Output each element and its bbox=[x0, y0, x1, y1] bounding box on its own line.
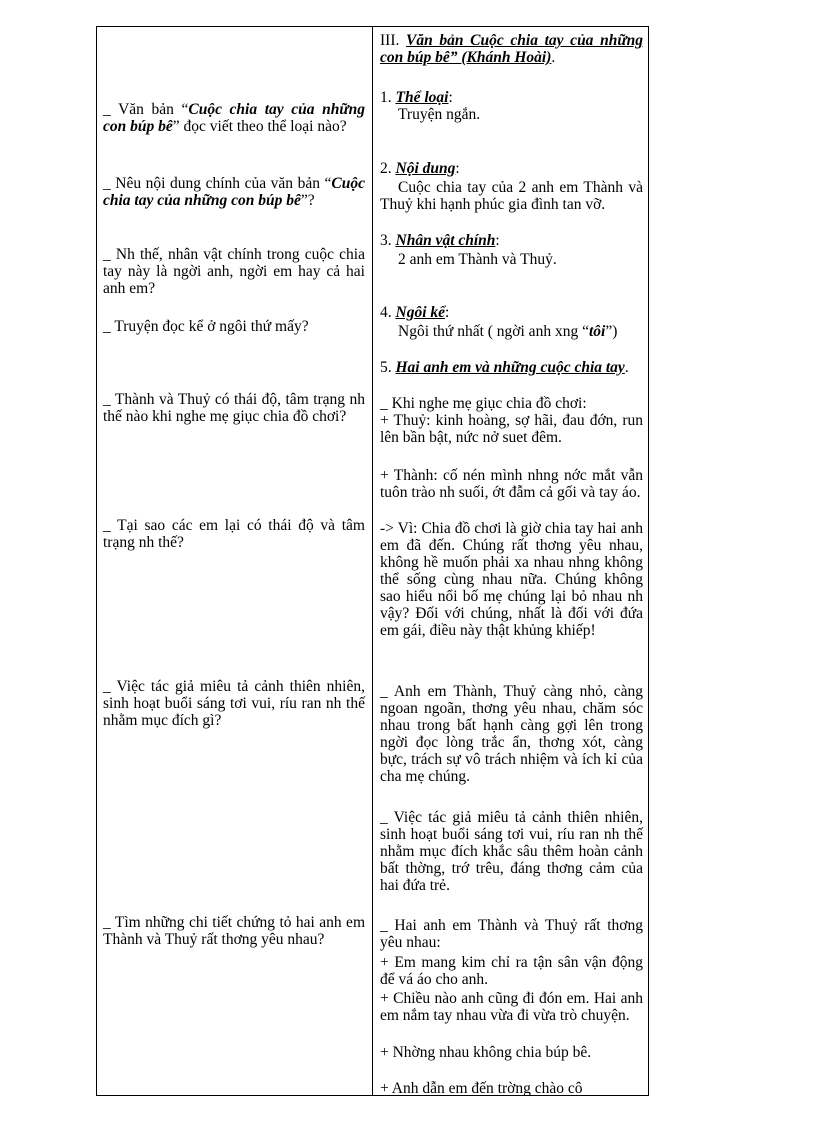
character-heading bbox=[380, 232, 643, 249]
narration-title: Ngôi kể bbox=[395, 304, 446, 321]
question-purpose: _ Việc tác giả miêu tả cảnh thiên nhiên, sinh hoạt buổi sáng tơi vui, ríu ran nh thế nhằm mục đích gì? bbox=[103, 678, 365, 729]
answer-detail-1: + Em mang kim chỉ ra tận sân vận động để vá áo cho anh. bbox=[380, 954, 643, 988]
siblings-end: . bbox=[624, 359, 629, 376]
genre-answer: Truyện ngắn. bbox=[398, 106, 481, 123]
narration-answer-word: tôi bbox=[588, 323, 606, 340]
answer-thuy: + Thuỷ: kinh hoàng, sợ hãi, đau đớn, run lên bần bật, nức nở suet đêm. bbox=[380, 412, 643, 446]
question-genre-title: Cuộc chia tay của những con búp bê bbox=[103, 101, 365, 135]
character-answer: 2 anh em Thành và Thuỷ. bbox=[398, 251, 557, 268]
character-colon: : bbox=[495, 232, 500, 249]
content-number: 2. bbox=[380, 160, 396, 177]
content-heading bbox=[380, 160, 643, 177]
character-title: Nhân vật chính bbox=[395, 232, 496, 249]
question-main-character: _ Nh thế, nhân vật chính trong cuộc chia tay này là ngời anh, ngời em hay cả hai anh em? bbox=[103, 246, 365, 297]
siblings-title: Hai anh em và những cuộc chia tay bbox=[395, 359, 625, 376]
question-details: _ Tìm những chi tiết chứng tỏ hai anh em Thành và Thuỷ rất thơng yêu nhau? bbox=[103, 914, 365, 948]
answer-thanh: + Thành: cố nén mình nhng nớc mắt vẫn tuôn trào nh suối, ớt đẫm cả gối và tay áo. bbox=[380, 467, 643, 501]
answer-detail-2: + Chiều nào anh cũng đi đón em. Hai anh em nắm tay nhau vừa đi vừa trò chuyện. bbox=[380, 990, 643, 1024]
question-genre-post: ” đọc viết theo thể loại nào? bbox=[172, 118, 347, 135]
narration-answer-post: ”) bbox=[605, 323, 618, 340]
question-attitude: _ Thành và Thuỷ có thái độ, tâm trạng nh thế nào khi nghe mẹ giục chia đồ chơi? bbox=[103, 391, 365, 425]
genre-title: Thể loại bbox=[395, 89, 449, 106]
genre-heading bbox=[380, 89, 643, 106]
question-narration: _ Truyện đọc kể ở ngôi thứ mấy? bbox=[103, 318, 309, 335]
question-content-title: Cuộc chia tay của những con búp bê bbox=[103, 175, 365, 209]
section-heading bbox=[380, 32, 643, 66]
narration-number: 4. bbox=[380, 304, 396, 321]
question-content-post: ”? bbox=[300, 192, 315, 209]
question-reason: _ Tại sao các em lại có thái độ và tâm trạng nh thế? bbox=[103, 517, 365, 551]
answer-line-1: _ Khi nghe mẹ giục chia đồ chơi: bbox=[380, 395, 587, 412]
answer-empathy: _ Anh em Thành, Thuỷ càng nhỏ, càng ngoan ngoãn, thơng yêu nhau, chăm sóc nhau trong bất hạnh càng gợi lên trong ngời đọc lòng trắc ẩn, thơng xót, càng bực, trách sự vô trách nhiệm và ích kỉ của cha mẹ chúng. bbox=[380, 683, 643, 785]
narration-answer-pre: Ngôi thứ nhất ( ngời anh xng “ bbox=[398, 323, 589, 340]
narration-colon: : bbox=[445, 304, 450, 321]
column-divider bbox=[372, 26, 373, 1096]
section-heading-end: . bbox=[551, 49, 556, 66]
siblings-heading bbox=[380, 359, 643, 376]
genre-colon: : bbox=[448, 89, 453, 106]
question-genre bbox=[103, 101, 365, 135]
question-content bbox=[103, 175, 365, 209]
character-number: 3. bbox=[380, 232, 396, 249]
content-title: Nội dung bbox=[395, 160, 456, 177]
content-colon: : bbox=[455, 160, 460, 177]
answer-love-intro: _ Hai anh em Thành và Thuỷ rất thơng yêu nhau: bbox=[380, 917, 643, 951]
answer-reason: -> Vì: Chia đồ chơi là giờ chia tay hai anh em đã đến. Chúng rất thơng yêu nhau, không hề muốn phải xa nhau nhng không thể sống cùng nhau nữa. Chúng không sao hiểu nổi bố mẹ chúng lại bỏ nhau nh vậy? Đối với chúng, nhất là đối với đứa em gái, điều này thật khủng khiếp! bbox=[380, 520, 643, 639]
question-content-pre: _ Nêu nội dung chính của văn bản “ bbox=[103, 175, 332, 192]
question-genre-pre: _ Văn bản “ bbox=[103, 101, 189, 118]
answer-purpose: _ Việc tác giả miêu tả cảnh thiên nhiên, sinh hoạt buổi sáng tơi vui, ríu ran nh thế nhằm mục đích khắc sâu thêm hoàn cảnh bất thờng, trớ trêu, đáng thơng cảm của hai đứa trẻ. bbox=[380, 809, 643, 894]
answer-detail-3: + Nhờng nhau không chia búp bê. bbox=[380, 1044, 592, 1061]
genre-number: 1. bbox=[380, 89, 396, 106]
narration-answer bbox=[380, 323, 643, 340]
section-heading-number: III. bbox=[380, 32, 407, 49]
content-answer: Cuộc chia tay của 2 anh em Thành và Thuỷ khi hạnh phúc gia đình tan vỡ. bbox=[380, 179, 643, 213]
section-heading-title: Văn bản Cuộc chia tay của những con búp bê” (Khánh Hoài) bbox=[380, 32, 643, 66]
answer-detail-4: + Anh dẫn em đến trờng chào cô bbox=[380, 1080, 583, 1095]
narration-heading bbox=[380, 304, 643, 321]
siblings-number: 5. bbox=[380, 359, 396, 376]
